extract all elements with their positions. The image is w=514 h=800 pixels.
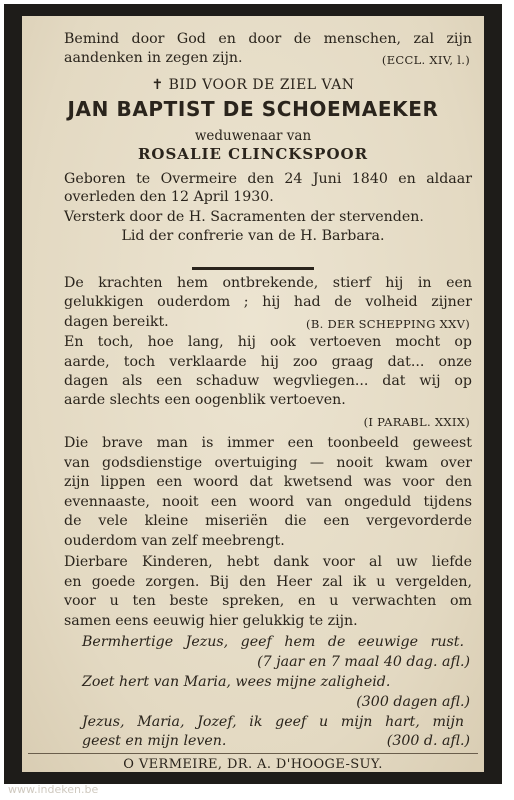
widower-label: weduwenaar van [194, 128, 312, 144]
ornamental-divider [192, 267, 314, 270]
prayer-2-indulgence: (300 dagen afl.) [356, 694, 470, 710]
biography-line-1: Geboren te Overmeire den 24 Juni 1840 en aldaar [64, 171, 472, 187]
prayer-2: Zoet hert van Maria, wees mijne zaligheid. [82, 674, 391, 690]
biography-line-3: Versterk door de H. Sacramenten der stervenden. [64, 209, 424, 225]
prayer-heading: ✝ BID VOOR DE ZIEL VAN [151, 77, 355, 93]
paragraph-2-line-2: aarde, toch verklaarde hij zoo graag dat... onze [64, 354, 472, 370]
paragraph-2-reference: (I PARABL. XXIX) [363, 415, 470, 429]
paragraph-2-line-4: aarde slechts een oogenblik vertoeven. [64, 392, 346, 408]
paragraph-4-line-3: voor u ten beste spreken, en u verwachten om [64, 593, 472, 609]
paragraph-1-reference: (B. DER SCHEPPING XXV) [306, 317, 470, 331]
printer-credit: O VERMEIRE, DR. A. D'HOOGE-SUY. [123, 757, 383, 772]
paragraph-3-line-5: de vele kleine miseriën die een vergevorderde [64, 513, 472, 529]
prayer-3-indulgence: (300 d. afl.) [386, 733, 470, 749]
spouse-name: ROSALIE CLINCKSPOOR [137, 145, 369, 163]
paragraph-3-line-4: evennaaste, nooit een woord van ongeduld tijdens [64, 494, 472, 510]
opening-verse-line-2: aandenken in zegen zijn. [64, 50, 243, 66]
watermark: www.indeken.be [8, 783, 99, 796]
paragraph-1-line-1: De krachten hem ontbrekende, stierf hij in een [64, 275, 472, 291]
paragraph-1-line-3: dagen bereikt. [64, 314, 169, 330]
paragraph-3-line-2: van godsdienstige overtuiging — nooit kwam over [64, 455, 472, 471]
paragraph-3-line-3: zijn lippen een woord dat kwetsend was voor den [64, 474, 472, 490]
paragraph-3-line-1: Die brave man is immer een toonbeeld geweest [64, 435, 472, 451]
prayer-3-line-2: geest en mijn leven. [82, 733, 227, 749]
paragraph-2-line-3: dagen als een schaduw wegvliegen... dat wij op [64, 373, 472, 389]
memorial-card [22, 16, 484, 772]
footer-rule [28, 753, 478, 754]
opening-verse-reference: (ECCL. XIV, l.) [381, 53, 470, 67]
biography-line-2: overleden den 12 April 1930. [64, 189, 274, 205]
prayer-3-line-1: Jezus, Maria, Jozef, ik geef u mijn hart, mijn [82, 714, 464, 730]
prayer-1: Bermhertige Jezus, geef hem de eeuwige rust. [82, 634, 464, 650]
paragraph-4-line-1: Dierbare Kinderen, hebt dank voor al uw liefde [64, 554, 472, 570]
paragraph-4-line-2: en goede zorgen. Bij den Heer zal ik u vergelden, [64, 574, 472, 590]
mourning-card-frame [4, 4, 502, 784]
paragraph-2-line-1: En toch, hoe lang, hij ook vertoeven mocht op [64, 334, 472, 350]
deceased-name: JAN BAPTIST DE SCHOEMAEKER [67, 97, 439, 121]
paragraph-3-line-6: ouderdom van zelf meebrengt. [64, 533, 285, 549]
opening-verse-line-1: Bemind door God en door de menschen, zal zijn [64, 31, 472, 47]
prayer-1-indulgence: (7 jaar en 7 maal 40 dag. afl.) [257, 654, 470, 670]
paragraph-4-line-4: samen eens eeuwig hier gelukkig te zijn. [64, 613, 358, 629]
biography-line-4: Lid der confrerie van de H. Barbara. [121, 228, 385, 244]
paragraph-1-line-2: gelukkigen ouderdom ; hij had de volheid zijner [64, 294, 472, 310]
